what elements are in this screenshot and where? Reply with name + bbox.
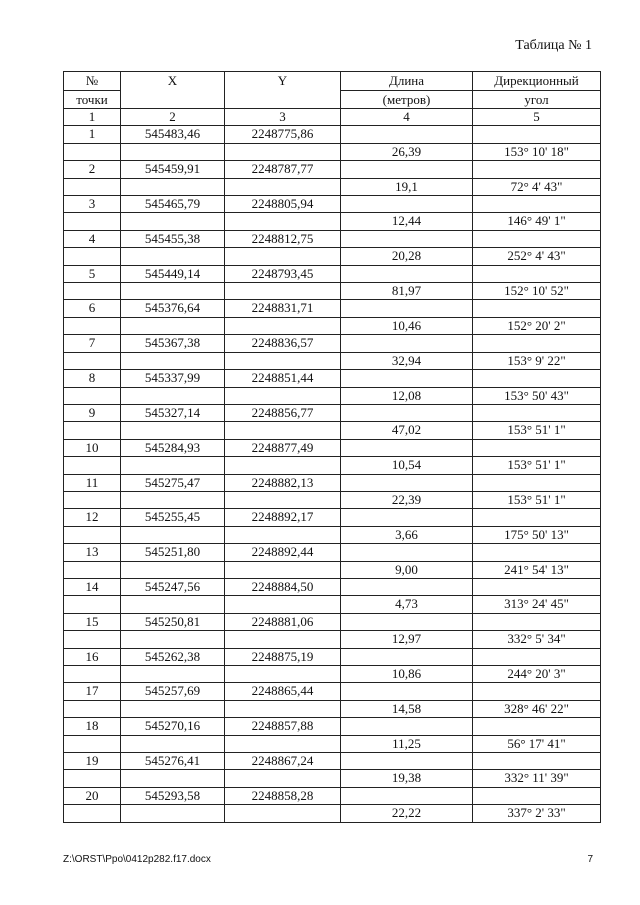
segment-row	[64, 283, 601, 300]
empty-cell	[64, 526, 121, 543]
empty-cell	[64, 248, 121, 265]
empty-cell	[341, 196, 473, 213]
empty-cell	[473, 126, 601, 143]
empty-cell	[341, 474, 473, 491]
empty-cell	[64, 213, 121, 230]
point-number: 8	[64, 370, 121, 387]
y-coordinate: 2248884,50	[225, 578, 341, 595]
segment-row	[64, 700, 601, 717]
empty-cell	[341, 335, 473, 352]
bearing-angle: 153° 51' 1"	[473, 422, 601, 439]
bearing-angle: 313° 24' 45"	[473, 596, 601, 613]
bearing-angle: 153° 50' 43"	[473, 387, 601, 404]
header-row-1	[64, 72, 601, 91]
point-number: 16	[64, 648, 121, 665]
segment-row	[64, 805, 601, 822]
empty-cell	[225, 526, 341, 543]
point-row	[64, 196, 601, 213]
bearing-angle: 175° 50' 13"	[473, 526, 601, 543]
empty-cell	[473, 230, 601, 247]
empty-cell	[225, 770, 341, 787]
empty-cell	[121, 317, 225, 334]
x-coordinate: 545255,45	[121, 509, 225, 526]
point-number: 11	[64, 474, 121, 491]
segment-row	[64, 666, 601, 683]
x-coordinate: 545257,69	[121, 683, 225, 700]
segment-row	[64, 457, 601, 474]
segment-row	[64, 352, 601, 369]
empty-cell	[64, 422, 121, 439]
y-coordinate: 2248875,19	[225, 648, 341, 665]
point-number: 7	[64, 335, 121, 352]
empty-cell	[341, 544, 473, 561]
empty-cell	[225, 283, 341, 300]
bearing-angle: 337° 2' 33"	[473, 805, 601, 822]
empty-cell	[121, 631, 225, 648]
empty-cell	[341, 230, 473, 247]
segment-row	[64, 561, 601, 578]
point-number: 5	[64, 265, 121, 282]
empty-cell	[225, 805, 341, 822]
segment-length: 14,58	[341, 700, 473, 717]
point-number: 12	[64, 509, 121, 526]
bearing-angle: 241° 54' 13"	[473, 561, 601, 578]
segment-length: 10,46	[341, 317, 473, 334]
point-row	[64, 161, 601, 178]
point-number: 17	[64, 683, 121, 700]
empty-cell	[64, 805, 121, 822]
point-number: 9	[64, 404, 121, 421]
point-row	[64, 613, 601, 630]
empty-cell	[225, 317, 341, 334]
segment-length: 22,39	[341, 491, 473, 508]
empty-cell	[473, 335, 601, 352]
empty-cell	[341, 578, 473, 595]
y-coordinate: 2248892,44	[225, 544, 341, 561]
point-row	[64, 544, 601, 561]
segment-length: 12,97	[341, 631, 473, 648]
empty-cell	[225, 248, 341, 265]
point-row	[64, 230, 601, 247]
empty-cell	[225, 387, 341, 404]
segment-row	[64, 317, 601, 334]
empty-cell	[473, 300, 601, 317]
empty-cell	[473, 544, 601, 561]
bearing-angle: 146° 49' 1"	[473, 213, 601, 230]
bearing-angle: 328° 46' 22"	[473, 700, 601, 717]
point-row	[64, 126, 601, 143]
segment-length: 9,00	[341, 561, 473, 578]
segment-length: 20,28	[341, 248, 473, 265]
header-x: X	[121, 72, 225, 109]
point-number: 10	[64, 439, 121, 456]
x-coordinate: 545337,99	[121, 370, 225, 387]
empty-cell	[121, 526, 225, 543]
x-coordinate: 545483,46	[121, 126, 225, 143]
empty-cell	[473, 161, 601, 178]
y-coordinate: 2248851,44	[225, 370, 341, 387]
point-number: 3	[64, 196, 121, 213]
x-coordinate: 545284,93	[121, 439, 225, 456]
empty-cell	[64, 317, 121, 334]
empty-cell	[121, 352, 225, 369]
x-coordinate: 545449,14	[121, 265, 225, 282]
empty-cell	[473, 265, 601, 282]
col-number: 3	[225, 109, 341, 126]
empty-cell	[225, 666, 341, 683]
segment-row	[64, 387, 601, 404]
empty-cell	[121, 596, 225, 613]
empty-cell	[473, 578, 601, 595]
header-angle-line1: Дирекционный	[473, 72, 601, 91]
empty-cell	[121, 178, 225, 195]
x-coordinate: 545376,64	[121, 300, 225, 317]
empty-cell	[121, 422, 225, 439]
segment-length: 3,66	[341, 526, 473, 543]
empty-cell	[225, 631, 341, 648]
empty-cell	[64, 700, 121, 717]
empty-cell	[121, 387, 225, 404]
point-number: 2	[64, 161, 121, 178]
empty-cell	[121, 805, 225, 822]
table-caption: Таблица № 1	[515, 38, 592, 53]
segment-length: 12,44	[341, 213, 473, 230]
empty-cell	[341, 509, 473, 526]
segment-length: 26,39	[341, 143, 473, 160]
point-row	[64, 335, 601, 352]
point-row	[64, 578, 601, 595]
empty-cell	[121, 700, 225, 717]
column-number-row	[64, 109, 601, 126]
empty-cell	[64, 561, 121, 578]
segment-row	[64, 526, 601, 543]
empty-cell	[225, 596, 341, 613]
segment-row	[64, 213, 601, 230]
empty-cell	[225, 352, 341, 369]
col-number: 5	[473, 109, 601, 126]
empty-cell	[341, 787, 473, 804]
x-coordinate: 545275,47	[121, 474, 225, 491]
empty-cell	[473, 718, 601, 735]
point-number: 13	[64, 544, 121, 561]
header-angle-line2: угол	[473, 90, 601, 109]
y-coordinate: 2248812,75	[225, 230, 341, 247]
empty-cell	[341, 300, 473, 317]
header-length-line1: Длина	[341, 72, 473, 91]
point-row	[64, 474, 601, 491]
bearing-angle: 56° 17' 41"	[473, 735, 601, 752]
empty-cell	[473, 753, 601, 770]
bearing-angle: 72° 4' 43"	[473, 178, 601, 195]
point-number: 6	[64, 300, 121, 317]
empty-cell	[64, 666, 121, 683]
segment-row	[64, 248, 601, 265]
point-row	[64, 265, 601, 282]
empty-cell	[121, 666, 225, 683]
page-number: 7	[587, 854, 593, 865]
segment-length: 10,54	[341, 457, 473, 474]
empty-cell	[225, 457, 341, 474]
empty-cell	[473, 648, 601, 665]
col-number: 4	[341, 109, 473, 126]
empty-cell	[473, 787, 601, 804]
empty-cell	[64, 770, 121, 787]
empty-cell	[341, 126, 473, 143]
empty-cell	[341, 648, 473, 665]
x-coordinate: 545250,81	[121, 613, 225, 630]
segment-length: 11,25	[341, 735, 473, 752]
empty-cell	[341, 439, 473, 456]
empty-cell	[121, 561, 225, 578]
x-coordinate: 545293,58	[121, 787, 225, 804]
empty-cell	[121, 457, 225, 474]
segment-row	[64, 178, 601, 195]
empty-cell	[341, 613, 473, 630]
header-y: Y	[225, 72, 341, 109]
point-number: 20	[64, 787, 121, 804]
bearing-angle: 153° 51' 1"	[473, 491, 601, 508]
segment-length: 12,08	[341, 387, 473, 404]
empty-cell	[121, 770, 225, 787]
point-row	[64, 509, 601, 526]
header-num-line1: №	[64, 72, 121, 91]
empty-cell	[341, 683, 473, 700]
x-coordinate: 545465,79	[121, 196, 225, 213]
point-row	[64, 370, 601, 387]
segment-length: 81,97	[341, 283, 473, 300]
segment-length: 19,1	[341, 178, 473, 195]
bearing-angle: 153° 10' 18"	[473, 143, 601, 160]
x-coordinate: 545459,91	[121, 161, 225, 178]
empty-cell	[64, 631, 121, 648]
x-coordinate: 545367,38	[121, 335, 225, 352]
y-coordinate: 2248787,77	[225, 161, 341, 178]
bearing-angle: 152° 10' 52"	[473, 283, 601, 300]
y-coordinate: 2248877,49	[225, 439, 341, 456]
footer-file-path: Z:\ORST\Ppo\0412p282.f17.docx	[63, 854, 211, 865]
point-row	[64, 787, 601, 804]
empty-cell	[341, 404, 473, 421]
x-coordinate: 545270,16	[121, 718, 225, 735]
bearing-angle: 153° 9' 22"	[473, 352, 601, 369]
empty-cell	[473, 509, 601, 526]
empty-cell	[473, 404, 601, 421]
bearing-angle: 252° 4' 43"	[473, 248, 601, 265]
empty-cell	[121, 491, 225, 508]
empty-cell	[341, 265, 473, 282]
x-coordinate: 545251,80	[121, 544, 225, 561]
empty-cell	[473, 474, 601, 491]
x-coordinate: 545327,14	[121, 404, 225, 421]
x-coordinate: 545276,41	[121, 753, 225, 770]
y-coordinate: 2248805,94	[225, 196, 341, 213]
empty-cell	[473, 439, 601, 456]
empty-cell	[225, 143, 341, 160]
point-number: 19	[64, 753, 121, 770]
y-coordinate: 2248858,28	[225, 787, 341, 804]
segment-row	[64, 491, 601, 508]
empty-cell	[473, 196, 601, 213]
empty-cell	[64, 143, 121, 160]
segment-length: 10,86	[341, 666, 473, 683]
y-coordinate: 2248867,24	[225, 753, 341, 770]
bearing-angle: 244° 20' 3"	[473, 666, 601, 683]
header-length-line2: (метров)	[341, 90, 473, 109]
bearing-angle: 152° 20' 2"	[473, 317, 601, 334]
y-coordinate: 2248881,06	[225, 613, 341, 630]
point-row	[64, 439, 601, 456]
y-coordinate: 2248865,44	[225, 683, 341, 700]
empty-cell	[473, 613, 601, 630]
segment-row	[64, 631, 601, 648]
point-row	[64, 404, 601, 421]
empty-cell	[64, 491, 121, 508]
empty-cell	[64, 457, 121, 474]
coordinates-table	[63, 71, 601, 823]
bearing-angle: 153° 51' 1"	[473, 457, 601, 474]
segment-length: 4,73	[341, 596, 473, 613]
col-number: 1	[64, 109, 121, 126]
point-row	[64, 683, 601, 700]
segment-length: 47,02	[341, 422, 473, 439]
empty-cell	[341, 718, 473, 735]
empty-cell	[64, 352, 121, 369]
empty-cell	[121, 735, 225, 752]
point-row	[64, 753, 601, 770]
empty-cell	[473, 370, 601, 387]
x-coordinate: 545455,38	[121, 230, 225, 247]
y-coordinate: 2248882,13	[225, 474, 341, 491]
segment-row	[64, 143, 601, 160]
empty-cell	[225, 561, 341, 578]
point-number: 14	[64, 578, 121, 595]
header-num-line2: точки	[64, 90, 121, 109]
y-coordinate: 2248775,86	[225, 126, 341, 143]
empty-cell	[225, 491, 341, 508]
col-number: 2	[121, 109, 225, 126]
empty-cell	[64, 735, 121, 752]
x-coordinate: 545247,56	[121, 578, 225, 595]
empty-cell	[341, 370, 473, 387]
segment-length: 19,38	[341, 770, 473, 787]
y-coordinate: 2248831,71	[225, 300, 341, 317]
y-coordinate: 2248856,77	[225, 404, 341, 421]
y-coordinate: 2248857,88	[225, 718, 341, 735]
point-number: 15	[64, 613, 121, 630]
x-coordinate: 545262,38	[121, 648, 225, 665]
segment-row	[64, 422, 601, 439]
y-coordinate: 2248793,45	[225, 265, 341, 282]
segment-row	[64, 735, 601, 752]
segment-row	[64, 770, 601, 787]
point-row	[64, 300, 601, 317]
empty-cell	[64, 283, 121, 300]
y-coordinate: 2248892,17	[225, 509, 341, 526]
segment-length: 32,94	[341, 352, 473, 369]
empty-cell	[121, 143, 225, 160]
empty-cell	[225, 422, 341, 439]
empty-cell	[341, 753, 473, 770]
point-number: 4	[64, 230, 121, 247]
bearing-angle: 332° 11' 39"	[473, 770, 601, 787]
empty-cell	[64, 178, 121, 195]
point-row	[64, 648, 601, 665]
y-coordinate: 2248836,57	[225, 335, 341, 352]
empty-cell	[121, 248, 225, 265]
empty-cell	[225, 735, 341, 752]
empty-cell	[121, 283, 225, 300]
empty-cell	[121, 213, 225, 230]
empty-cell	[341, 161, 473, 178]
bearing-angle: 332° 5' 34"	[473, 631, 601, 648]
point-number: 1	[64, 126, 121, 143]
empty-cell	[225, 178, 341, 195]
empty-cell	[473, 683, 601, 700]
segment-row	[64, 596, 601, 613]
point-number: 18	[64, 718, 121, 735]
empty-cell	[64, 387, 121, 404]
point-row	[64, 718, 601, 735]
empty-cell	[225, 700, 341, 717]
empty-cell	[64, 596, 121, 613]
segment-length: 22,22	[341, 805, 473, 822]
empty-cell	[225, 213, 341, 230]
